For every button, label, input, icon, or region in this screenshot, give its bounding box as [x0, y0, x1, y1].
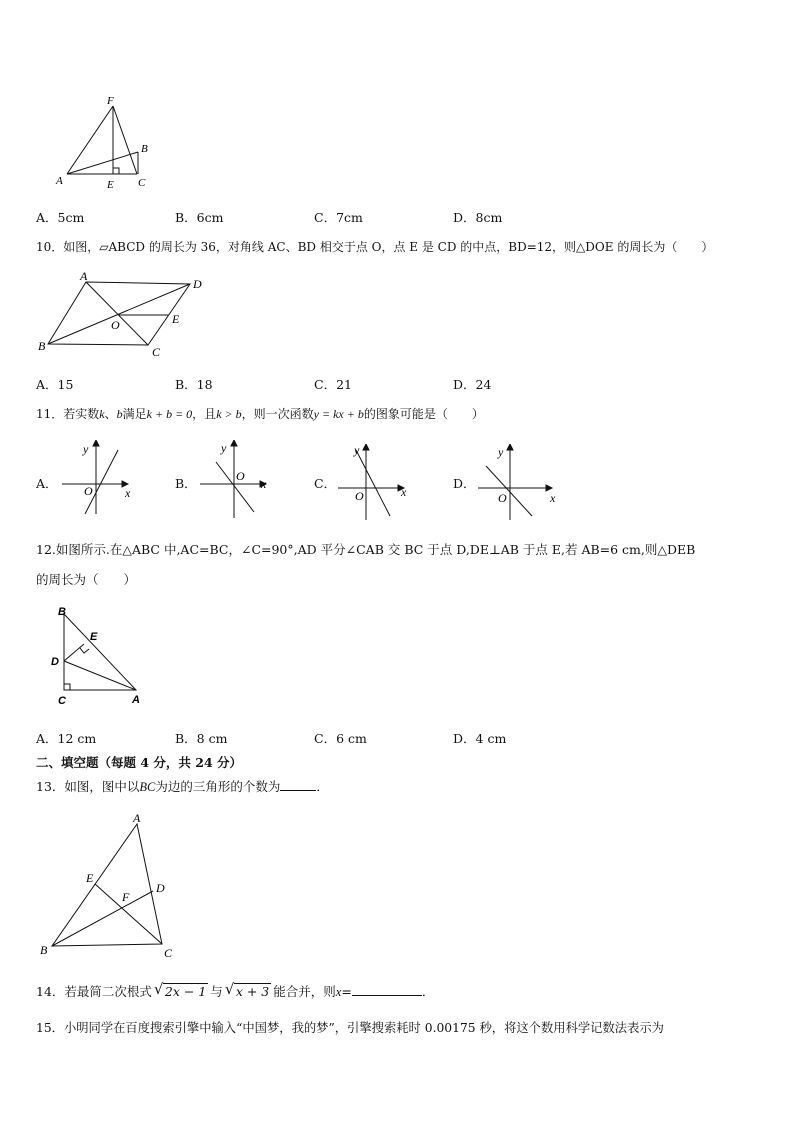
q11-text: 11．若实数k、b满足k + b = 0，且k > b，则一次函数y = kx + b的图象可能是（ ） — [36, 407, 484, 421]
q11-graph-d-x: x — [550, 491, 556, 505]
q9-right-angle — [113, 168, 119, 174]
q12-label-c: C — [58, 695, 66, 707]
q11-graph-c — [334, 444, 414, 524]
q13-label-c: C — [164, 946, 173, 960]
q11-option-c-letter: C． — [314, 476, 337, 491]
q15-text: 15．小明同学在百度搜索引擎中输入“中国梦，我的梦”，引擎搜索耗时 0.00175 秒，将这个数用科学记数法表示为 — [36, 1021, 664, 1035]
q12-label-b: B — [58, 606, 66, 618]
q12-label-d: D — [51, 656, 59, 668]
q11-graph-d-y: y — [498, 445, 504, 459]
q14-radical-2: √ x + 3 — [224, 980, 270, 999]
q12-right-angle-e — [80, 648, 89, 653]
q10-label-o: O — [111, 318, 120, 332]
q9-option-a: A．5cm — [36, 210, 85, 225]
q10-label-c: C — [152, 345, 161, 359]
q10-label-b: B — [38, 339, 46, 353]
q11-option-d-letter: D． — [453, 476, 476, 491]
section-2-title: 二、填空题（每题 4 分，共 24 分） — [36, 755, 243, 770]
q14-text: 14．若最简二次根式 √ 2x − 1 与 √ x + 3 能合并，则x= ． — [36, 980, 435, 999]
q10-option-d: D．24 — [453, 377, 492, 392]
q11-graph-a-line — [85, 450, 118, 514]
q14-radical-1: √ 2x − 1 — [153, 980, 207, 999]
q13-text: 13．如图，图中以BC为边的三角形的个数为 ． — [36, 779, 329, 794]
q11-graph-d-line — [486, 466, 532, 516]
q12-option-c: C．6 cm — [314, 731, 367, 746]
q9-figure — [55, 92, 165, 192]
q13-label-d: D — [156, 881, 165, 895]
q11-graph-b-line — [216, 462, 254, 512]
q11-graph-b-x: x — [261, 477, 267, 491]
q11-graph-c-line — [356, 450, 390, 516]
q10-option-a: A．15 — [36, 377, 74, 392]
q10-option-c: C．21 — [314, 377, 352, 392]
q12-option-b: B．8 cm — [175, 731, 228, 746]
q11-option-a-letter: A． — [36, 476, 58, 491]
q13-figure — [36, 812, 186, 962]
q11-graph-d-o: O — [498, 491, 507, 505]
q9-line-af — [67, 106, 113, 174]
q11-graph-b-y: y — [221, 441, 227, 455]
q14-answer-blank[interactable] — [352, 983, 422, 996]
q11-graph-c-o: O — [355, 489, 364, 503]
q10-text: 10．如图，▱ABCD 的周长为 36，对角线 AC、BD 相交于点 O，点 E 是 CD 的中点，BD=12，则△DOE 的周长为（ ） — [36, 240, 714, 254]
q11-graph-c-x: x — [401, 485, 407, 499]
q12-text-line1: 12.如图所示.在△ABC 中,AC=BC，∠C=90°,AD 平分∠CAB 交 BC 于点 D,DE⊥AB 于点 E,若 AB=6 cm,则△DEB — [36, 542, 696, 557]
q13-label-e: E — [86, 871, 94, 885]
q13-triangle — [52, 824, 162, 946]
q11-graph-d — [474, 444, 564, 524]
q11-graph-a — [58, 440, 138, 520]
q13-answer-blank[interactable] — [280, 778, 316, 791]
q10-label-d: D — [193, 277, 202, 291]
q9-label-b: B — [141, 143, 148, 155]
q11-graph-a-x: x — [125, 486, 131, 500]
q9-label-e: E — [107, 179, 114, 191]
q9-option-c: C．7cm — [314, 210, 363, 225]
q12-text-line2: 的周长为（ ） — [36, 572, 137, 587]
q12-option-a: A．12 cm — [36, 731, 97, 746]
q9-option-b: B．6cm — [175, 210, 224, 225]
q12-label-e: E — [90, 631, 98, 643]
q12-option-d: D．4 cm — [453, 731, 507, 746]
q9-label-f: F — [107, 95, 114, 107]
q13-label-a: A — [133, 812, 141, 825]
q12-figure — [46, 604, 156, 708]
q10-label-e: E — [172, 312, 180, 326]
q11-graph-a-y: y — [83, 442, 89, 456]
q11-graph-a-o: O — [84, 484, 93, 498]
q11-option-b-letter: B． — [175, 476, 197, 491]
q10-figure — [36, 270, 216, 365]
q11-graph-c-y: y — [354, 444, 360, 457]
q12-right-angle-c — [64, 684, 70, 690]
q9-option-d: D．8cm — [453, 210, 503, 225]
q10-option-b: B．18 — [175, 377, 213, 392]
q13-label-f: F — [122, 890, 130, 904]
q9-label-a: A — [56, 175, 63, 187]
q12-label-a: A — [132, 694, 140, 706]
q9-label-c: C — [138, 177, 146, 189]
q13-label-b: B — [40, 943, 48, 957]
q11-graph-b-o: O — [236, 469, 245, 483]
q11-graph-b — [196, 440, 276, 520]
q10-label-a: A — [80, 270, 88, 283]
